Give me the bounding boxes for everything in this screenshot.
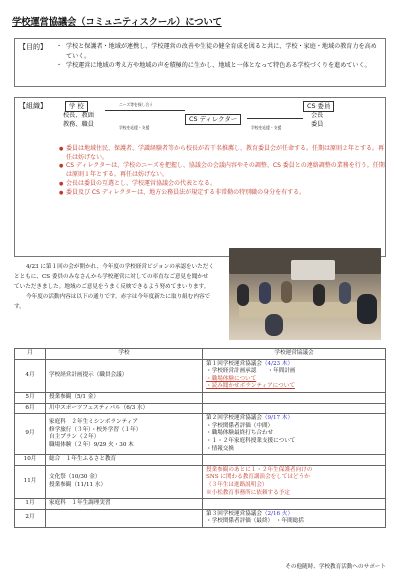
schedule-table (14, 348, 386, 528)
header-council: 学校運営協議会 (203, 349, 386, 360)
cs-director-node: CS ディレクター (185, 114, 241, 125)
cell-month: 2月 (15, 509, 46, 527)
arrow-school-director (105, 110, 185, 111)
council-line: 授業参観のあとに１・２年生保護者向けの (206, 466, 313, 473)
cs-member: 会長 (311, 112, 324, 119)
cell-council (203, 403, 386, 414)
purpose-item: ・ 学校と保護者・地域が連携し、学校運営の改善や生徒の健全育成を図ると共に、学校・家庭・地域の教育力を高めていく。 (59, 42, 381, 61)
cell-school (46, 465, 203, 498)
cs-member: 委員 (311, 120, 324, 128)
footer-note: その他随時、学校教育活動へのサポート (285, 564, 386, 570)
intro-text (14, 262, 214, 312)
school-member: 教務、職員 (63, 120, 94, 128)
school-line: 授業参観（5/1 金） (49, 393, 99, 400)
table-row (15, 499, 386, 510)
organization-label: 【組織】 (19, 102, 47, 110)
header-month: 月 (15, 349, 46, 360)
page-title: 学校運営協議会（コミュニティスクール）について (12, 17, 222, 28)
cell-month: 6月 (15, 403, 46, 414)
table-row (15, 465, 386, 498)
school-line: 文化祭（10/30 金） (49, 474, 101, 481)
school-line: 家庭科 ２年生ミシンボランティア (49, 418, 138, 425)
cell-month: 5月 (15, 392, 46, 403)
purpose-list (59, 42, 381, 71)
council-line: ・職場体験について (206, 375, 257, 382)
cell-month: 1月 (15, 499, 46, 510)
school-members (63, 112, 94, 129)
organization-item: ● CS ディレクターは、学校のニーズを把握し、協議会の会議内容やその調整、CS 委員との連絡調整の業務を行う。任期は原則１年とする。再任は妨げない。 (59, 162, 385, 179)
school-line: 自主プラン（２年） (49, 434, 100, 441)
meeting-date: （9/17 木） (261, 415, 294, 422)
organization-item: ● 委員は地域住民、保護者、学識経験者等から校長が若干名推薦し、教育委員会が任命する。任期は原則２年とする。再任は妨げない。 (59, 145, 385, 162)
council-line: SNS に関わる教育講演会をしてはどうか (206, 474, 310, 481)
table-row (15, 403, 386, 414)
purpose-item: ・ 学校運営に地域の考え方や地域の声を積極的に生かし、地域と一体となって特色ある学校づくりを進めていく。 (59, 61, 381, 71)
school-line: 総合 １年生ふるさと教育 (49, 456, 117, 463)
cell-council (203, 509, 386, 527)
cell-council (203, 465, 386, 498)
council-line: ・職場体験最終打ち合わせ (206, 430, 274, 437)
cell-council (203, 499, 386, 510)
council-line: ・情報交換 (206, 445, 234, 452)
cell-council (203, 392, 386, 403)
intro-paragraph: 4/23 に第１回の会が開かれ、今年度の学校経営ビジョンの承認をいただくとともに、CS 委員のみなさんから学校運営に対しての率直なご意見を聞かせていただきました。地域のご意見をうまく反映できるよう努めてまいります。 (14, 264, 214, 290)
note-top: ニーズ等を探し合う (119, 102, 153, 107)
school-member: 校長、教頭 (63, 112, 94, 119)
council-line: ・読み聞かせボランティアについて (206, 383, 295, 390)
organization-list (59, 145, 385, 197)
cs-members-node: CS 委員 (303, 101, 334, 112)
header-school: 学校 (46, 349, 203, 360)
table-header-row (15, 349, 386, 360)
cell-council (203, 359, 386, 392)
note-left: 学校を応援・支援 (119, 125, 150, 130)
table-row (15, 359, 386, 392)
organization-section (14, 97, 386, 257)
cell-school (46, 392, 203, 403)
cell-month: 4月 (15, 359, 46, 392)
council-line: ・学校関係者評価（最終） ・年間総括 (206, 518, 304, 525)
cell-month: 11月 (15, 465, 46, 498)
cell-school (46, 359, 203, 392)
cell-school (46, 414, 203, 455)
school-line: 職場体験（２年）9/29 火・30 木 (49, 441, 134, 448)
purpose-label: 【目的】 (19, 43, 47, 51)
council-line: ・学校経営計画承認 ・年間計画 (206, 368, 296, 375)
school-line: 授業参観（11/11 水） (49, 481, 107, 488)
purpose-section (14, 38, 386, 87)
table-row (15, 455, 386, 466)
cell-council (203, 414, 386, 455)
council-line: 第１回学校運営協議会（4/23 木） (206, 360, 294, 367)
meeting-date: （4/23 木） (261, 360, 294, 367)
cell-school (46, 455, 203, 466)
table-row (15, 414, 386, 455)
cell-school (46, 499, 203, 510)
school-line: 学校経営計画提示（職員会議） (49, 371, 128, 378)
school-line: 家庭科 １年生調理実習 (49, 500, 111, 507)
council-line: （３年生は進路説明会） (206, 481, 268, 488)
council-line: ・学校関係者評価（中間） (206, 422, 274, 429)
organization-item: ● 会長は委員の互選とし、学校運営協議会の代表となる。 (59, 180, 385, 189)
schedule-body (15, 359, 386, 527)
meeting-photo (229, 248, 381, 340)
council-line: 第３回学校運営協議会（2/16 火） (206, 510, 294, 517)
council-line: ・１・２年家庭科授業支援について (206, 437, 296, 444)
intro-paragraph: 今年度の活動内容は以下の通りです。赤字は今年度新たに取り組む内容です。 (14, 294, 211, 310)
cell-month: 9月 (15, 414, 46, 455)
school-line: 川中スポーツフェスティバル（6/3 水） (49, 404, 149, 411)
arrow-director-members (247, 118, 303, 119)
cell-council (203, 455, 386, 466)
cs-members (311, 112, 323, 129)
note-right: 学校を応援・支援 (251, 125, 282, 130)
organization-item: ● 委員及び CS ディレクターは、地方公務員法が規定する非常勤の特別職の身分を有する。 (59, 189, 385, 198)
cell-school (46, 509, 203, 527)
table-row (15, 392, 386, 403)
table-row (15, 509, 386, 527)
meeting-date: （2/16 火） (261, 510, 294, 517)
council-line: 第２回学校運営協議会（9/17 木） (206, 415, 294, 422)
council-line: ※小松教育事務所に依頼する予定 (206, 489, 290, 496)
school-node: 学 校 (65, 101, 88, 112)
cell-school (46, 403, 203, 414)
cell-month: 10月 (15, 455, 46, 466)
school-line: 修学旅行（３年）・校外学習（１年） (49, 426, 142, 433)
